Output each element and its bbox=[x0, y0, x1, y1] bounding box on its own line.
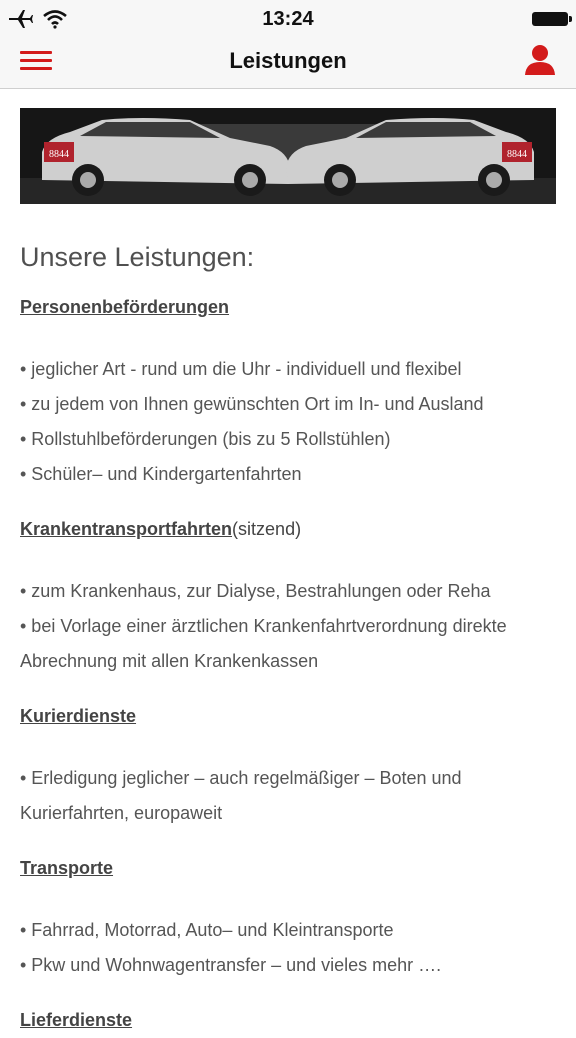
section-heading: Unsere Leistungen: bbox=[20, 242, 255, 272]
service-section bbox=[20, 858, 556, 983]
service-details bbox=[20, 574, 556, 679]
service-line: • Schüler– und Kindergartenfahrten bbox=[20, 464, 302, 484]
service-line: • Erledigung jeglicher – auch regelmäßiger – Boten und bbox=[20, 768, 462, 788]
service-title bbox=[20, 706, 556, 734]
taxi-cars-photo bbox=[20, 108, 556, 204]
user-icon bbox=[522, 42, 558, 76]
service-title bbox=[20, 519, 556, 547]
service-title bbox=[20, 858, 556, 886]
service-details bbox=[20, 761, 556, 831]
service-title-text: Kurierdienste bbox=[20, 706, 137, 726]
service-section bbox=[20, 297, 556, 492]
service-details bbox=[20, 913, 556, 983]
service-line: • zu jedem von Ihnen gewünschten Ort im In- und Ausland bbox=[20, 394, 484, 414]
service-title-text: Krankentransportfahrten bbox=[20, 519, 233, 539]
service-section bbox=[20, 1010, 556, 1038]
service-line: Abrechnung mit allen Krankenkassen bbox=[20, 651, 319, 671]
service-title bbox=[20, 297, 556, 325]
nav-bar bbox=[0, 38, 576, 89]
plate-right: 8844 bbox=[507, 149, 527, 160]
service-line: • bei Vorlage einer ärztlichen Krankenfahrtverordnung direkte bbox=[20, 616, 507, 636]
service-line: • jeglicher Art - rund um die Uhr - individuell und flexibel bbox=[20, 359, 462, 379]
battery-icon bbox=[532, 12, 568, 26]
service-section bbox=[20, 519, 556, 679]
service-title-text: Personenbeförderungen bbox=[20, 297, 230, 317]
status-time: 13:24 bbox=[262, 8, 314, 30]
service-title-text: Transporte bbox=[20, 858, 114, 878]
service-line: • Rollstuhlbeförderungen (bis zu 5 Rollstühlen) bbox=[20, 429, 391, 449]
service-line: • zum Krankenhaus, zur Dialyse, Bestrahlungen oder Reha bbox=[20, 581, 491, 601]
service-line: • Pkw und Wohnwagentransfer – und vieles mehr …. bbox=[20, 955, 442, 975]
service-details bbox=[20, 352, 556, 492]
page-title: Leistungen bbox=[229, 48, 347, 73]
service-title bbox=[20, 1010, 556, 1038]
service-title-suffix: (sitzend) bbox=[232, 519, 302, 539]
hero-image bbox=[20, 108, 556, 204]
plate-left: 8844 bbox=[49, 149, 69, 160]
services-list bbox=[20, 297, 556, 1038]
main-content bbox=[20, 108, 556, 1038]
service-line: • Fahrrad, Motorrad, Auto– und Kleintransporte bbox=[20, 920, 394, 940]
service-title-text: Lieferdienste bbox=[20, 1010, 133, 1030]
service-line: Kurierfahrten, europaweit bbox=[20, 803, 223, 823]
status-bar bbox=[0, 0, 576, 38]
user-button[interactable] bbox=[522, 42, 558, 76]
service-section bbox=[20, 706, 556, 831]
